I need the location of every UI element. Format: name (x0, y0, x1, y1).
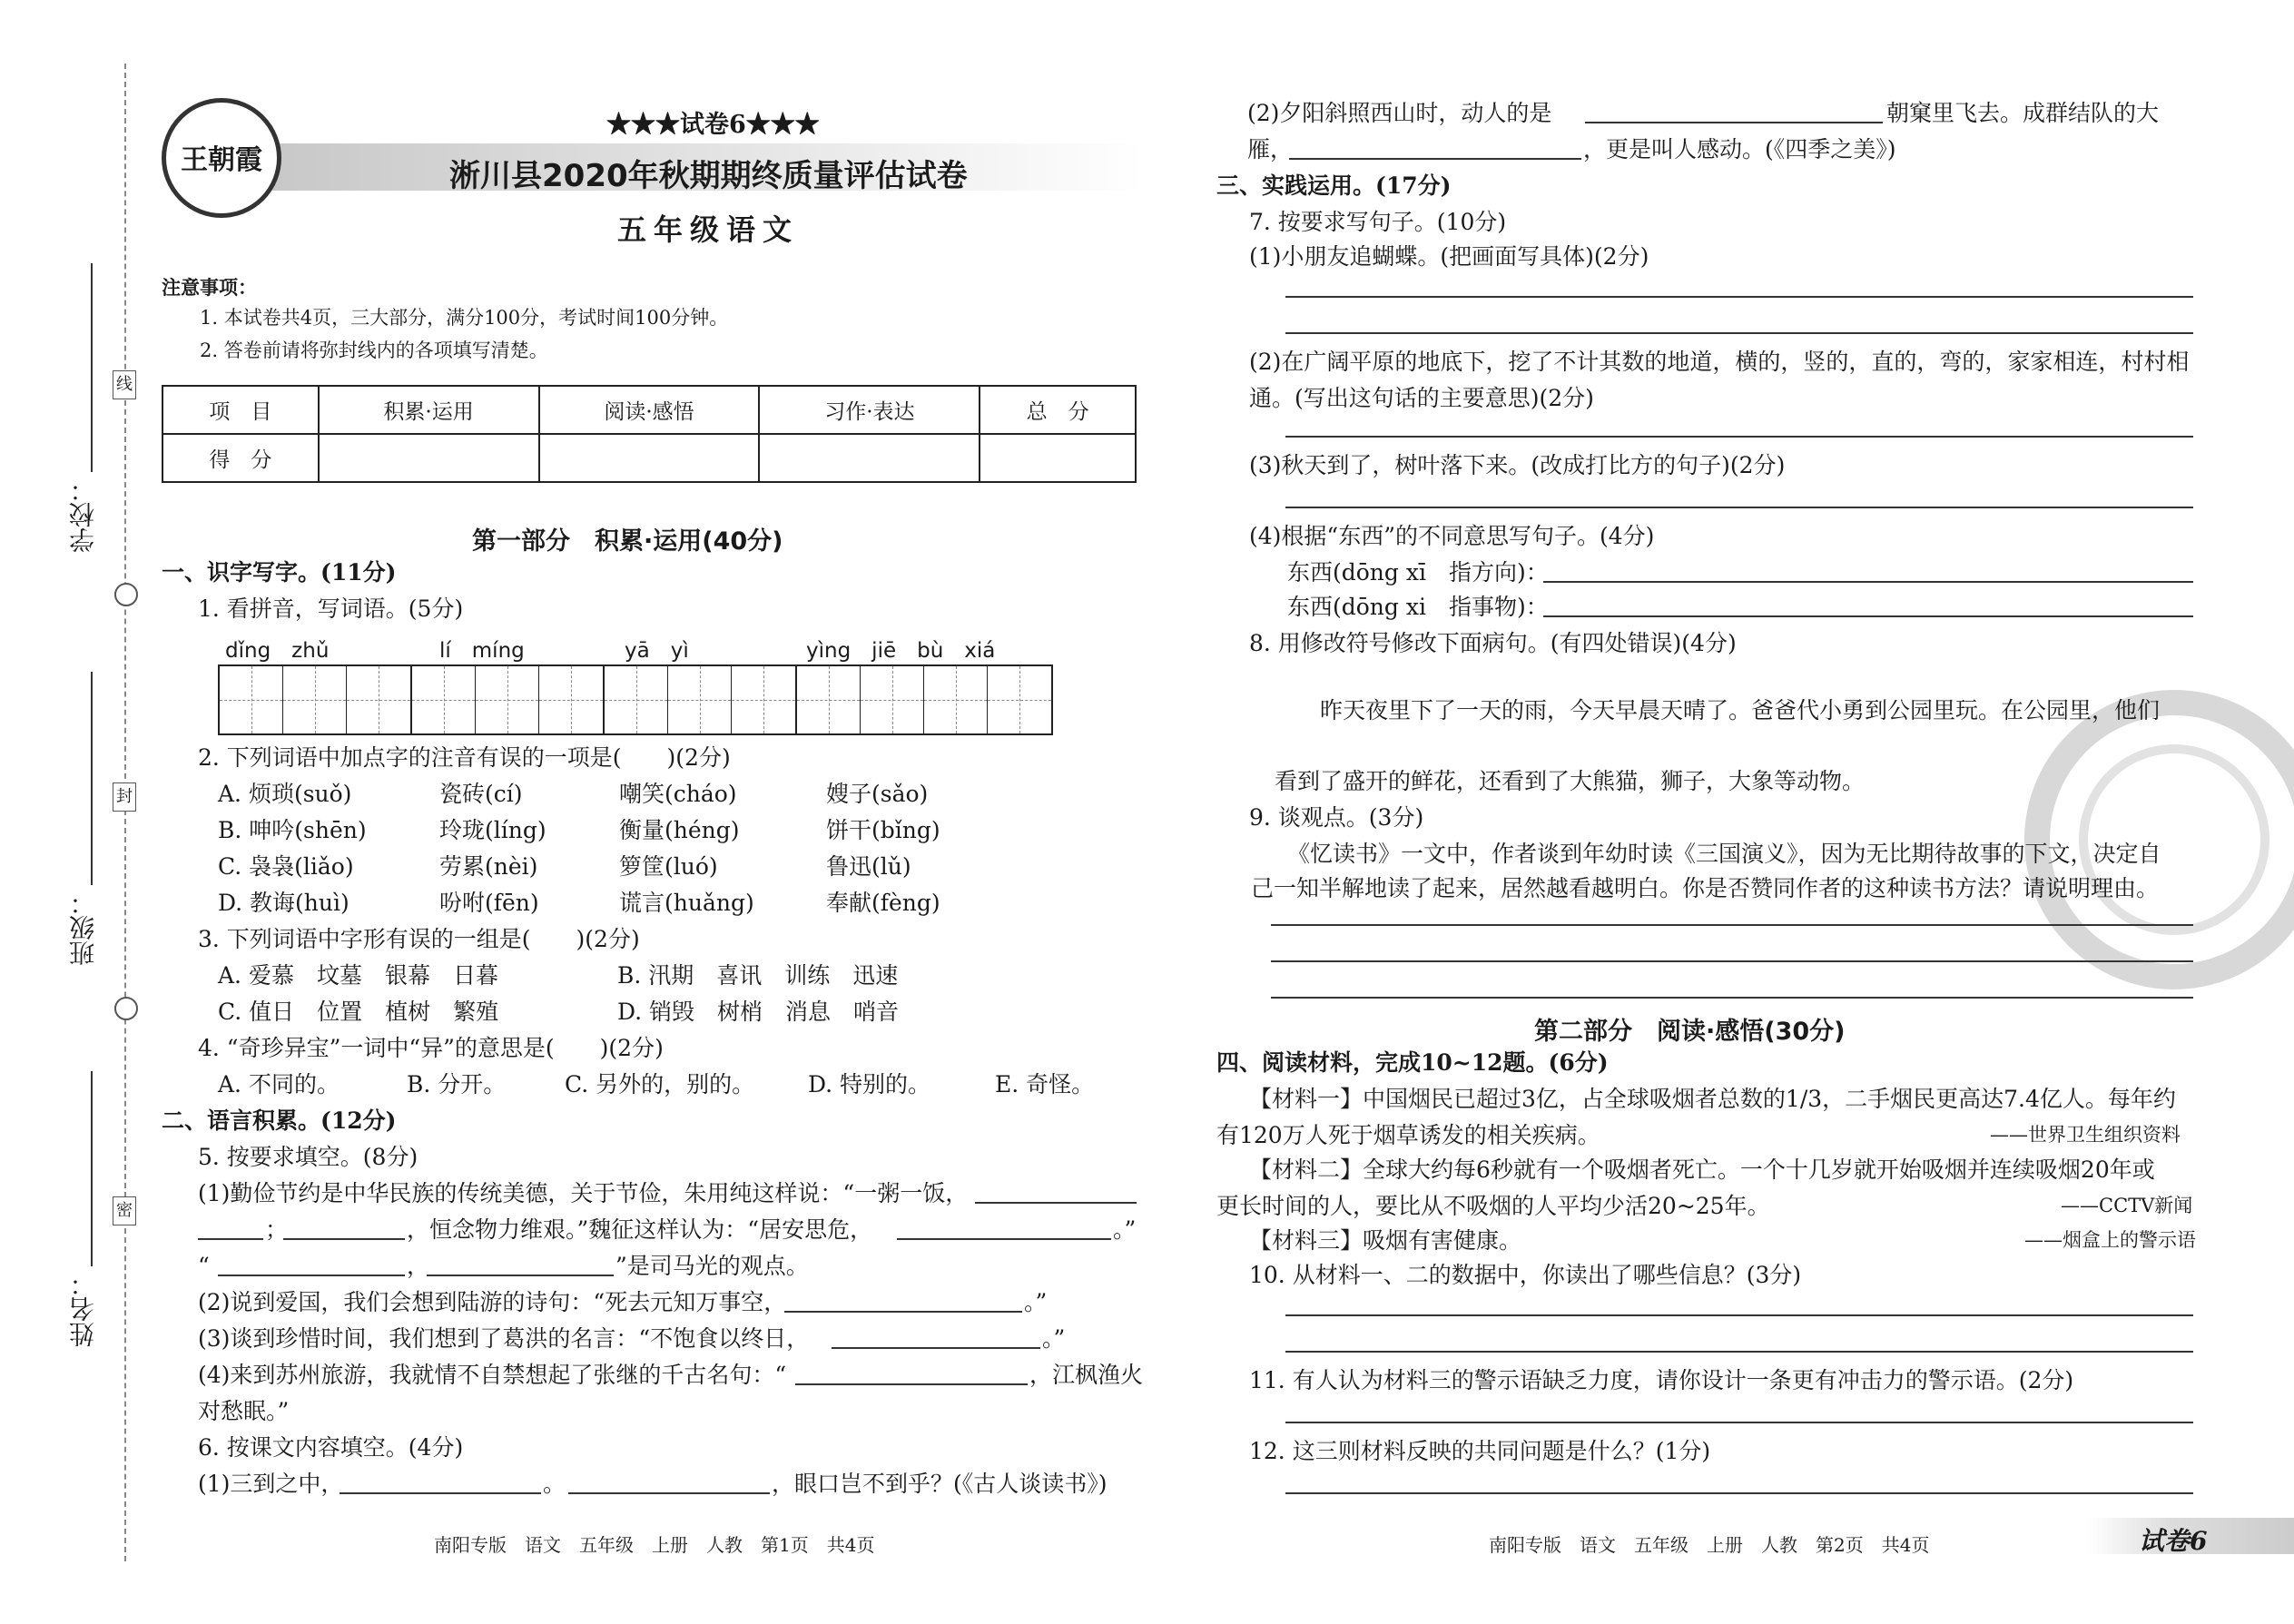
option-a: A. 不同的。 (218, 1071, 340, 1097)
table-header-cell: 项 目 (162, 386, 319, 434)
tianzige-box[interactable] (795, 664, 1053, 735)
score-cell[interactable] (759, 434, 980, 482)
q9-text: 己一知半解地读了起来，居然越看越明白。你是否赞同作者的这种读书方法？请说明理由。 (1251, 875, 2160, 901)
question-12: 12. 这三则材料反映的共同问题是什么？(1分) (1249, 1438, 1711, 1464)
material-source: ——烟盒上的警示语 (2024, 1229, 2196, 1251)
option-d: D. 特别的。 (808, 1071, 931, 1097)
subject-title: 五年级语文 (617, 212, 800, 247)
option-b: B. 呻吟(shēn) (218, 817, 367, 843)
option-word: 瓷砖(cí) (439, 781, 523, 807)
q7-4-text: (4)根据“东西”的不同意思写句子。(4分) (1249, 523, 1655, 549)
score-table-row (162, 434, 1136, 482)
answer-line[interactable] (1285, 296, 2193, 298)
answer-line[interactable] (1285, 332, 2193, 334)
tianzige-box[interactable] (218, 664, 412, 735)
exam-title: 淅川县2020年秋期期终质量评估试卷 (449, 158, 968, 194)
option-word: 谎言(huǎng) (619, 890, 754, 916)
q5-4-text: ，江枫渔火 (1029, 1362, 1144, 1388)
answer-blank[interactable] (1289, 158, 1581, 160)
answer-blank[interactable] (795, 1383, 1028, 1385)
answer-line[interactable] (1271, 960, 2193, 962)
notes-item: 1. 本试卷共4页，三大部分，满分100分，考试时间100分钟。 (200, 307, 729, 329)
answer-blank[interactable] (1585, 122, 1883, 123)
option-a: A. 烦琐(suǒ) (218, 781, 352, 807)
q6-2-text: 朝窠里飞去。成群结队的大 (1886, 100, 2160, 126)
pinyin-label: yā yì (625, 639, 689, 663)
table-header-cell: 习作·表达 (759, 386, 980, 434)
score-cell[interactable] (539, 434, 760, 482)
q6-1-text: ，眼口岂不到乎？(《古人谈读书》) (772, 1471, 1108, 1497)
option-word: 鲁迅(lǔ) (826, 853, 911, 880)
paper-tag: ★★★试卷6★★★ (606, 111, 820, 139)
answer-blank[interactable] (975, 1202, 1137, 1204)
answer-line[interactable] (1285, 1422, 2193, 1423)
q5-4-text: 对愁眠。” (198, 1398, 290, 1424)
question-11: 11. 有人认为材料三的警示语缺乏力度，请你设计一条更有冲击力的警示语。(2分) (1249, 1367, 2074, 1393)
q5-4-text: (4)来到苏州旅游，我就情不自禁想起了张继的千古名句：“ (198, 1362, 787, 1388)
material-source: ——世界卫生组织资料 (1990, 1124, 2181, 1146)
material-2: 更长时间的人，要比从不吸烟的人平均少活20~25年。 (1216, 1193, 1770, 1219)
q7-1-text: (1)小朋友追蝴蝶。(把画面写具体)(2分) (1249, 243, 1649, 270)
option-word: 衡量(héng) (619, 817, 740, 843)
option-b: B. 汛期 喜讯 训练 迅速 (617, 962, 899, 989)
answer-blank[interactable] (340, 1492, 541, 1494)
option-c: C. 另外的，别的。 (565, 1071, 755, 1097)
q6-2-text: ，更是叫人感动。(《四季之美》) (1583, 136, 1896, 162)
q7-2-text: (2)在广阔平原的地底下，挖了不计其数的地道，横的，竖的，直的，弯的，家家相连，村村相 (1249, 349, 2190, 375)
answer-blank[interactable] (198, 1238, 263, 1240)
pinyin-label: dǐng zhǔ (225, 639, 330, 663)
answer-blank[interactable] (218, 1275, 405, 1276)
table-header-cell: 积累·运用 (319, 386, 539, 434)
option-word: 嘲笑(cháo) (619, 781, 737, 807)
answer-blank[interactable] (832, 1347, 1040, 1349)
q7-4a-text: 东西(dōng xī 指方向)： (1287, 559, 1549, 586)
q5-1-text: ； (265, 1216, 289, 1243)
answer-blank[interactable] (897, 1238, 1111, 1240)
notes-item: 2. 答卷前请将弥封线内的各项填写清楚。 (200, 340, 548, 361)
tianzige-box[interactable] (410, 664, 605, 735)
question-10: 10. 从材料一、二的数据中，你读出了哪些信息？(3分) (1249, 1262, 1802, 1288)
question-6: 6. 按课文内容填空。(4分) (198, 1434, 464, 1461)
binding-dashed-line (124, 64, 126, 1561)
answer-blank[interactable] (568, 1492, 770, 1494)
table-row-label: 得 分 (162, 434, 319, 482)
school-field[interactable] (91, 263, 93, 472)
answer-blank[interactable] (427, 1275, 614, 1276)
q8-sentence: 昨天夜里下了一天的雨，今天早晨天晴了。爸爸代小勇到公园里玩。在公园里，他们 (1320, 697, 2161, 723)
option-word: 箩筐(luó) (619, 853, 718, 880)
footer-tag: 试卷6 (2139, 1526, 2208, 1556)
option-a: A. 爱慕 坟墓 银幕 日暮 (218, 962, 498, 989)
answer-line[interactable] (1285, 507, 2193, 508)
q5-1-text: ”是司马光的观点。 (615, 1253, 809, 1279)
q5-1-text: 。” (1113, 1216, 1137, 1243)
answer-line[interactable] (1543, 615, 2193, 617)
tianzige-box[interactable] (603, 664, 797, 735)
name-label: 姓名： (68, 1271, 98, 1347)
watermark-stamp-icon (2079, 744, 2269, 935)
seal-dense-mark: 密 (113, 1196, 136, 1225)
q7-3-text: (3)秋天到了，树叶落下来。(改成打比方的句子)(2分) (1249, 452, 1786, 478)
question-5: 5. 按要求填空。(8分) (198, 1144, 418, 1170)
question-3: 3. 下列词语中字形有误的一组是( )(2分) (198, 926, 640, 952)
option-word: 饼干(bǐng) (826, 817, 940, 843)
name-field[interactable] (91, 1071, 93, 1266)
material-1: 【材料一】中国烟民已超过3亿，占全球吸烟者总数的1/3，二手烟民更高达7.4亿人。每年约 (1249, 1086, 2176, 1112)
pinyin-label: lí míng (439, 639, 525, 663)
option-b: B. 分开。 (407, 1071, 507, 1097)
section-heading: 二、语言积累。(12分) (162, 1107, 397, 1134)
q5-1-text: “ (198, 1253, 210, 1279)
answer-line[interactable] (1285, 1351, 2193, 1353)
answer-line[interactable] (1271, 997, 2193, 999)
table-header-cell: 阅读·感悟 (539, 386, 760, 434)
answer-line[interactable] (1285, 1314, 2193, 1316)
option-c: C. 袅袅(liǎo) (218, 853, 354, 880)
section-heading: 一、识字写字。(11分) (162, 559, 397, 586)
q6-1-text: (1)三到之中， (198, 1471, 344, 1497)
q5-3-text: 。” (1042, 1325, 1066, 1352)
q5-2-text: (2)说到爱国，我们会想到陆游的诗句：“死去元知万事空， (198, 1289, 787, 1315)
pinyin-label: yìng jiē bù xiá (806, 639, 996, 663)
q5-1-text: ， (407, 1253, 430, 1279)
score-cell[interactable] (980, 434, 1136, 482)
question-8: 8. 用修改符号修改下面病句。(有四处错误)(4分) (1249, 630, 1737, 656)
part1-title: 第一部分 积累·运用(40分) (472, 527, 783, 556)
part2-title: 第二部分 阅读·感悟(30分) (1534, 1018, 1846, 1046)
class-label: 班级： (68, 890, 98, 966)
option-d: D. 销毁 树梢 消息 哨音 (617, 999, 900, 1025)
answer-line[interactable] (1271, 924, 2193, 926)
table-header-cell: 总 分 (980, 386, 1136, 434)
q7-2-text: 通。(写出这句话的主要意思)(2分) (1249, 385, 1594, 411)
option-c: C. 值日 位置 植树 繁殖 (218, 999, 499, 1025)
q9-text: 《忆读书》一文中，作者谈到年幼时读《三国演义》，因为无比期待故事的下文，决定自 (1287, 841, 2161, 867)
score-cell[interactable] (319, 434, 539, 482)
score-table-header-row (162, 386, 1136, 434)
option-word: 嫂子(sǎo) (826, 781, 929, 807)
material-1: 有120万人死于烟草诱发的相关疾病。 (1216, 1122, 1600, 1148)
seal-line-mark: 线 (113, 370, 136, 399)
notes-title: 注意事项： (162, 276, 257, 299)
school-label: 学校： (68, 477, 98, 553)
score-table (162, 385, 1137, 483)
q8-sentence: 看到了盛开的鲜花，还看到了大熊猫，狮子，大象等动物。 (1275, 768, 1866, 794)
footer-left: 南阳专版 语文 五年级 上册 人教 第1页 共4页 (434, 1534, 875, 1556)
answer-line[interactable] (1285, 1492, 2193, 1494)
option-word: 奉献(fèng) (826, 890, 940, 916)
question-9: 9. 谈观点。(3分) (1249, 804, 1424, 831)
option-e: E. 奇怪。 (995, 1071, 1095, 1097)
question-7: 7. 按要求写句子。(10分) (1249, 209, 1507, 235)
answer-line[interactable] (1285, 436, 2193, 438)
logo-text: 王朝霞 (181, 144, 262, 176)
q5-2-text: 。” (1024, 1289, 1048, 1315)
answer-line[interactable] (1543, 581, 2193, 583)
material-3: 【材料三】吸烟有害健康。 (1249, 1227, 1522, 1254)
class-field[interactable] (91, 672, 93, 885)
footer-right: 南阳专版 语文 五年级 上册 人教 第2页 共4页 (1489, 1534, 1930, 1556)
question-1: 1. 看拼音，写词语。(5分) (198, 595, 464, 622)
option-word: 玲珑(líng) (439, 817, 546, 843)
material-source: ——CCTV新闻 (2061, 1195, 2193, 1216)
option-word: 劳累(nèi) (439, 853, 538, 880)
answer-blank[interactable] (283, 1238, 405, 1240)
section-heading: 四、阅读材料，完成10~12题。(6分) (1216, 1049, 1609, 1076)
q6-2-text: (2)夕阳斜照西山时，动人的是 (1247, 100, 1552, 126)
section-heading: 三、实践运用。(17分) (1216, 172, 1452, 199)
q6-1-text: 。 (543, 1471, 566, 1497)
logo-badge-icon (162, 98, 281, 218)
material-2: 【材料二】全球大约每6秒就有一个吸烟者死亡。一个十几岁就开始吸烟并连续吸烟20年或 (1249, 1156, 2155, 1183)
q5-1-text: ，恒念物力维艰。”魏征这样认为：“居安思危， (407, 1216, 873, 1243)
q7-4b-text: 东西(dōng xi 指事物)： (1287, 594, 1549, 620)
q5-3-text: (3)谈到珍惜时间，我们想到了葛洪的名言：“不饱食以终日， (198, 1325, 810, 1352)
option-word: 吩咐(fēn) (439, 890, 539, 916)
option-d: D. 教诲(huì) (218, 890, 350, 916)
binding-hole-icon (114, 583, 138, 606)
question-2: 2. 下列词语中加点字的注音有误的一项是( )(2分) (198, 744, 731, 771)
q6-2-text: 雁， (1247, 136, 1294, 162)
binding-hole-icon (114, 997, 138, 1020)
seal-seal-mark: 封 (113, 782, 136, 812)
answer-blank[interactable] (784, 1311, 1022, 1313)
q5-1-text: (1)勤俭节约是中华民族的传统美德，关于节俭，朱用纯这样说：“一粥一饭， (198, 1180, 969, 1206)
question-4: 4. “奇珍异宝”一词中“异”的意思是( )(2分) (198, 1035, 664, 1061)
